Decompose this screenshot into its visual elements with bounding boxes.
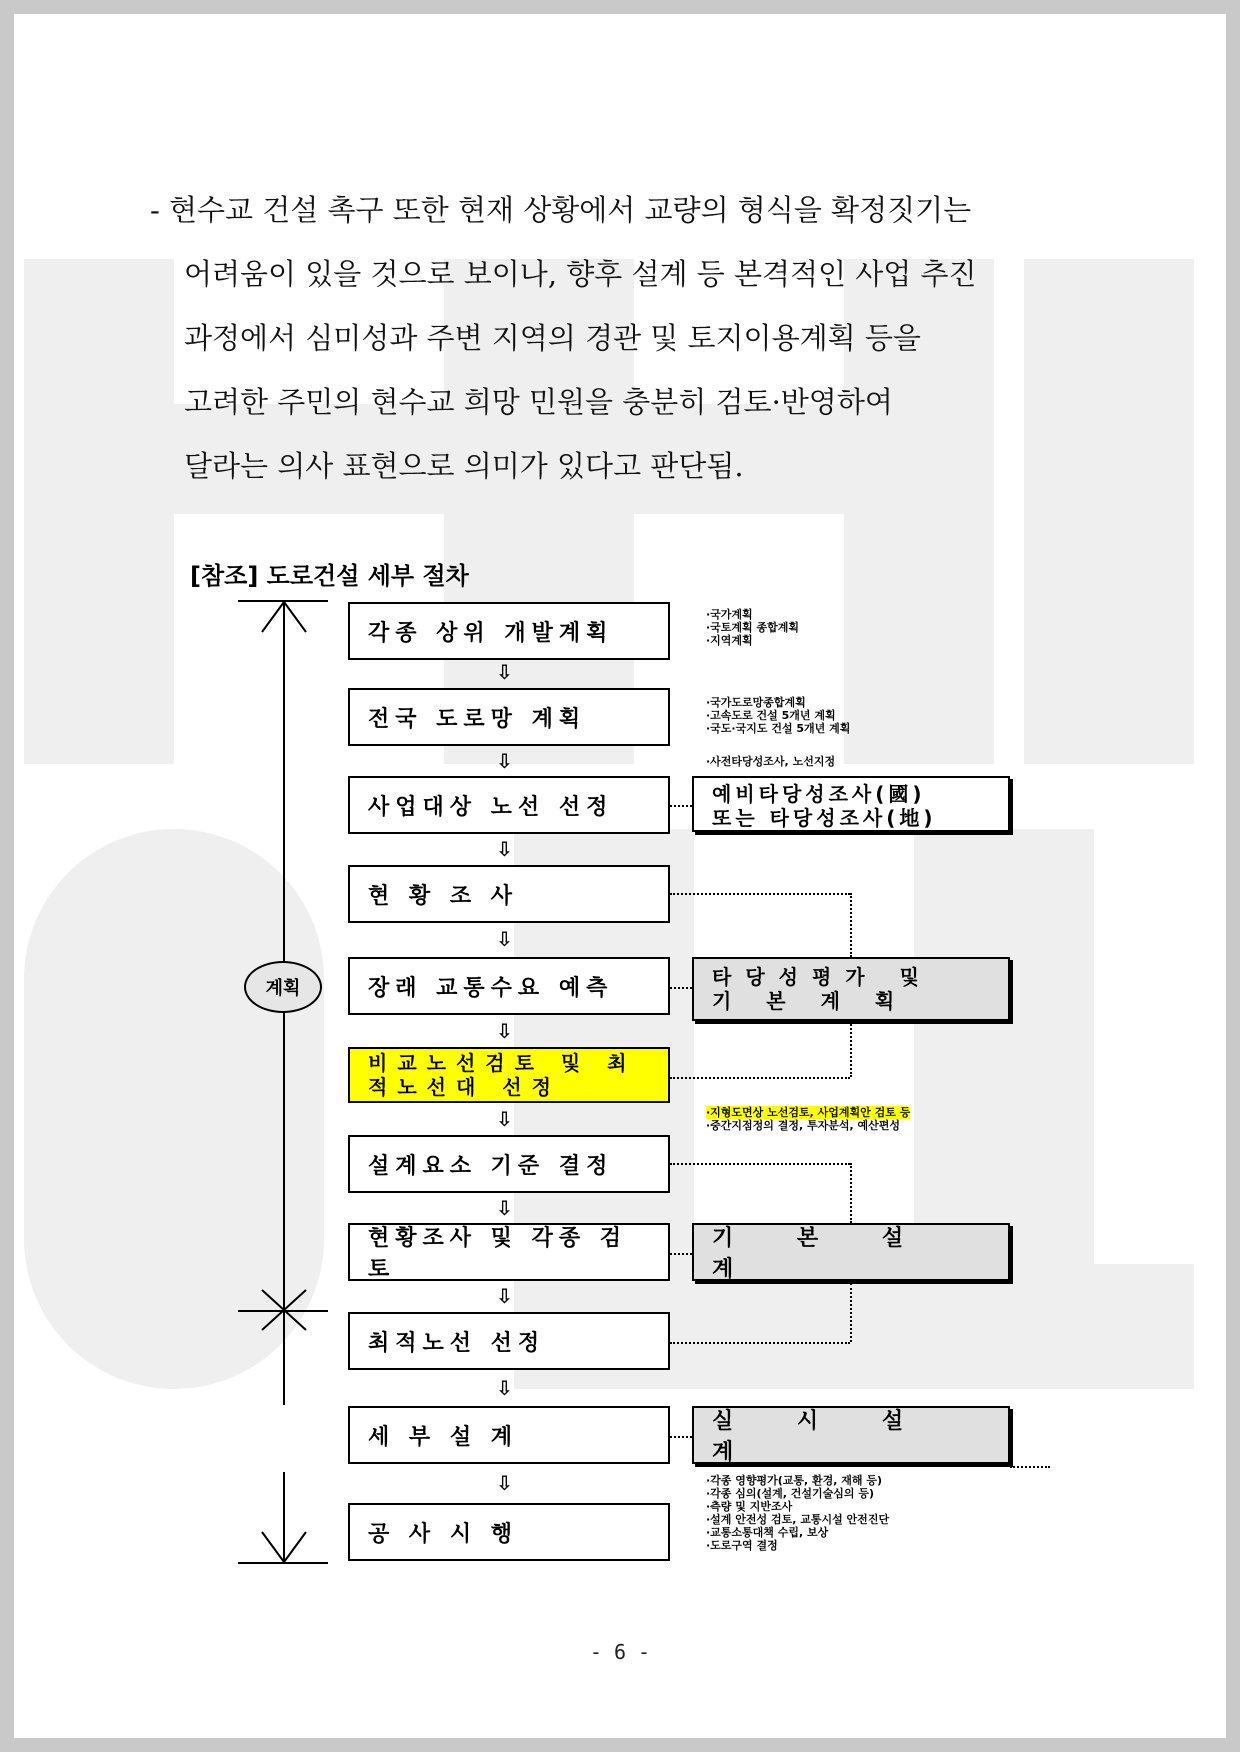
dotted-connector [670, 1342, 850, 1344]
dotted-connector [850, 1163, 852, 1223]
feasibility-box [692, 776, 1010, 832]
down-arrow-icon: ⇩ [496, 1471, 513, 1495]
note-line [706, 1106, 910, 1119]
step-box: 세 부 설 계 [348, 1406, 670, 1464]
note-line: ·도로구역 결정 [706, 1539, 778, 1552]
paragraph-line: 달라는 의사 표현으로 의미가 있다고 판단됨. [184, 449, 744, 483]
basic-plan-line: 타당성평가 및 [712, 965, 933, 989]
step-box-highlighted: 비교노선검토 및 최적노선대 선정 [348, 1047, 670, 1103]
dotted-connector [670, 1077, 850, 1079]
paragraph-line: 과정에서 심미성과 주변 지역의 경관 및 토지이용계획 등을 [184, 321, 921, 355]
page-number: - 6 - [589, 1640, 651, 1664]
note-line: ·각종 영향평가(교통, 환경, 재해 등) [706, 1474, 883, 1487]
dotted-connector [670, 1436, 692, 1438]
step-box: 현 황 조 사 [348, 865, 670, 923]
down-arrow-icon: ⇩ [496, 749, 513, 773]
note-line: ·지역계획 [706, 634, 753, 647]
dotted-connector [850, 1283, 852, 1342]
note-line-highlighted: ·지형도면상 노선검토, 사업계획안 검토 등 [706, 1106, 911, 1119]
arrowhead-up [262, 1310, 306, 1330]
note-route-review [706, 1106, 910, 1132]
arrowhead-down [262, 1532, 306, 1562]
down-arrow-icon: ⇩ [496, 1107, 513, 1131]
note-line: ·국토계획 종합계획 [706, 621, 800, 634]
down-arrow-icon: ⇩ [496, 1196, 513, 1220]
note-line: ·국가도로망종합계획 [706, 696, 806, 709]
note-route-designation: ·사전타당성조사, 노선지정 [706, 755, 836, 768]
down-arrow-icon: ⇩ [496, 837, 513, 861]
step-box: 최적노선 선정 [348, 1312, 670, 1370]
phase-label: 계획 [244, 961, 322, 1013]
feasibility-line: 또는 타당성조사(地) [712, 806, 937, 830]
dotted-connector [670, 1253, 692, 1255]
step-box: 장래 교통수요 예측 [348, 957, 670, 1015]
note-line: ·각종 심의(설계, 건설기술심의 등) [706, 1487, 875, 1500]
dotted-connector [1010, 1466, 1050, 1468]
note-line: ·설계 안전성 검토, 교통시설 안전진단 [706, 1513, 890, 1526]
feasibility-line: 예비타당성조사(國) [712, 782, 926, 806]
paragraph-line: - 현수교 건설 촉구 또한 현재 상황에서 교량의 형식을 확정짓기는 [150, 193, 972, 227]
paragraph-line: 어려움이 있을 것으로 보이나, 향후 설계 등 본격적인 사업 추진 [184, 257, 977, 291]
paragraph-line: 고려한 주민의 현수교 희망 민원을 충분히 검토·반영하여 [184, 385, 893, 419]
step-box: 공 사 시 행 [348, 1503, 670, 1561]
arrowhead-up [262, 602, 306, 632]
note-plans [706, 608, 799, 647]
note-line: ·국도·국지도 건설 5개년 계획 [706, 722, 851, 735]
down-arrow-icon: ⇩ [496, 927, 513, 951]
dotted-connector [670, 893, 850, 895]
down-arrow-icon: ⇩ [496, 660, 513, 684]
dotted-connector [670, 1163, 850, 1165]
note-assessments [706, 1474, 889, 1552]
down-arrow-icon: ⇩ [496, 1019, 513, 1043]
dotted-connector [670, 805, 692, 807]
step-box: 현황조사 및 각종 검토 [348, 1223, 670, 1281]
down-arrow-icon: ⇩ [496, 1284, 513, 1308]
arrowhead-down [262, 1290, 306, 1310]
basic-plan-line: 기 본 계 획 [712, 989, 909, 1013]
basic-plan-box [692, 957, 1010, 1021]
step-box: 전국 도로망 계획 [348, 688, 670, 746]
dotted-connector [850, 893, 852, 957]
note-road-network [706, 696, 850, 735]
note-line: ·측량 및 지반조사 [706, 1500, 793, 1513]
note-line: ·국가계획 [706, 608, 753, 621]
detail-design-box: 실 시 설 계 [692, 1406, 1010, 1464]
dotted-connector [670, 987, 692, 989]
note-line: ·중간지점정의 결정, 투자분석, 예산편성 [706, 1119, 901, 1132]
step-box: 설계요소 기준 결정 [348, 1135, 670, 1193]
note-line: ·교통소통대책 수립, 보상 [706, 1526, 829, 1539]
step-box: 각종 상위 개발계획 [348, 602, 670, 660]
step-box: 사업대상 노선 선정 [348, 776, 670, 834]
note-line: ·고속도로 건설 5개년 계획 [706, 709, 836, 722]
reference-title: [참조] 도로건설 세부 절차 [190, 562, 469, 590]
down-arrow-icon: ⇩ [496, 1376, 513, 1400]
basic-design-box: 기 본 설 계 [692, 1223, 1010, 1281]
dotted-connector [850, 1021, 852, 1077]
